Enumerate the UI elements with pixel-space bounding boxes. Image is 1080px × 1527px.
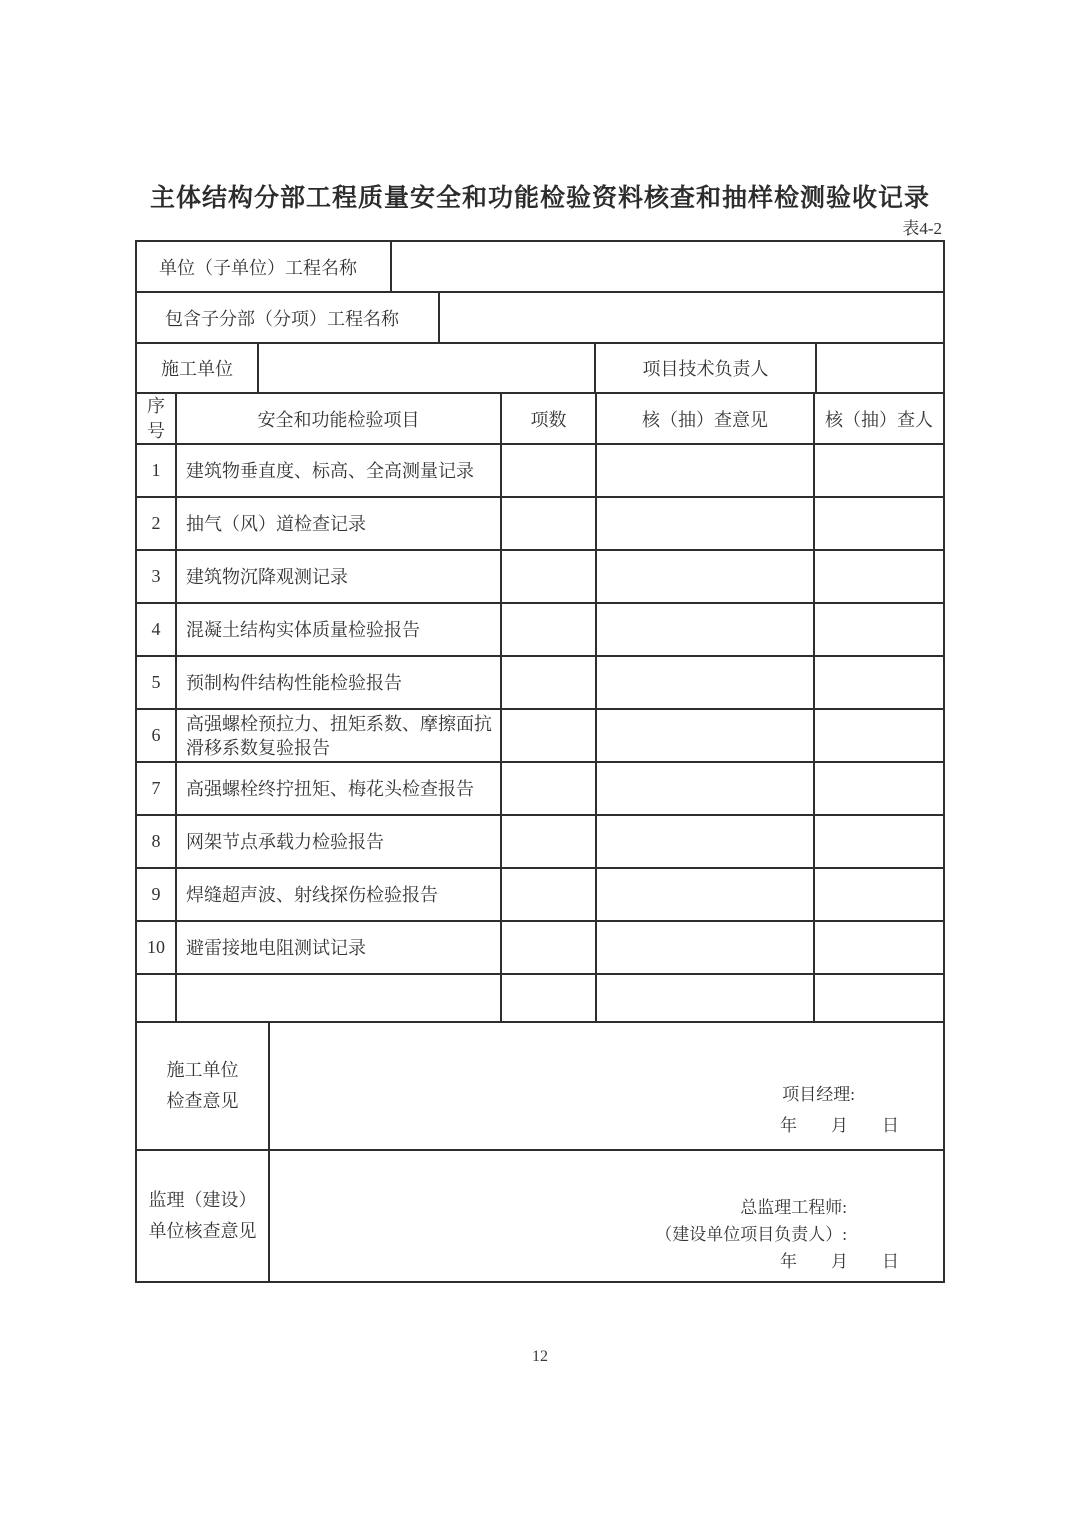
row-count bbox=[502, 869, 597, 920]
row-count bbox=[502, 763, 597, 814]
table-row bbox=[137, 710, 943, 763]
row-checker bbox=[815, 975, 943, 1021]
chief-supervisor-line: 总监理工程师: bbox=[740, 1198, 847, 1217]
tech-director-value bbox=[817, 344, 943, 392]
row-checker bbox=[815, 657, 943, 708]
table-row bbox=[137, 869, 943, 922]
row-checker bbox=[815, 710, 943, 761]
row-opinion bbox=[597, 922, 815, 973]
page-number: 12 bbox=[532, 1348, 548, 1365]
header-opinion: 核（抽）查意见 bbox=[597, 394, 815, 443]
supervision-opinion-label-text: 监理（建设）单位核查意见 bbox=[148, 1189, 257, 1241]
table-row bbox=[137, 922, 943, 975]
project-manager-line: 项目经理: bbox=[782, 1085, 855, 1104]
row-item: 避雷接地电阻测试记录 bbox=[186, 937, 366, 958]
table-row-empty bbox=[137, 975, 943, 1023]
row-checker bbox=[815, 445, 943, 496]
row-count bbox=[502, 816, 597, 867]
row-seq: 2 bbox=[137, 498, 177, 549]
row-seq: 9 bbox=[137, 869, 177, 920]
table-row bbox=[137, 763, 943, 816]
row-count bbox=[502, 657, 597, 708]
header-checker: 核（抽）查人 bbox=[825, 409, 933, 430]
table-row bbox=[137, 657, 943, 710]
row-checker bbox=[815, 816, 943, 867]
row-opinion bbox=[597, 498, 815, 549]
supervision-signature-block bbox=[655, 1194, 899, 1275]
section-construction-opinion bbox=[137, 1023, 943, 1151]
row-count bbox=[502, 710, 597, 761]
unit-project-value bbox=[392, 242, 943, 291]
row-opinion bbox=[597, 710, 815, 761]
page-title: 主体结构分部工程质量安全和功能检验资料核查和抽样检测验收记录 bbox=[149, 184, 930, 212]
header-seq bbox=[137, 394, 177, 443]
row-checker bbox=[815, 551, 943, 602]
section-supervision-opinion bbox=[137, 1151, 943, 1281]
row-seq: 6 bbox=[137, 710, 177, 761]
row-opinion bbox=[597, 445, 815, 496]
table-row bbox=[137, 498, 943, 551]
row-construction-unit bbox=[137, 344, 943, 394]
row-count bbox=[502, 498, 597, 549]
row-count bbox=[502, 922, 597, 973]
row-opinion bbox=[597, 763, 815, 814]
row-item: 高强螺栓预拉力、扭矩系数、摩擦面抗滑移系数复验报告 bbox=[186, 713, 492, 758]
row-seq: 3 bbox=[137, 551, 177, 602]
construction-opinion-label-text: 施工单位检查意见 bbox=[166, 1059, 239, 1111]
row-checker bbox=[815, 763, 943, 814]
table-number: 表4-2 bbox=[902, 219, 942, 238]
row-seq: 7 bbox=[137, 763, 177, 814]
row-opinion bbox=[597, 604, 815, 655]
row-item: 混凝土结构实体质量检验报告 bbox=[186, 619, 420, 640]
row-seq bbox=[137, 975, 177, 1021]
row-count bbox=[502, 975, 597, 1021]
table-row bbox=[137, 816, 943, 869]
row-item: 焊缝超声波、射线探伤检验报告 bbox=[186, 884, 438, 905]
header-seq-label: 序号 bbox=[147, 396, 165, 441]
row-item: 抽气（风）道检查记录 bbox=[186, 513, 366, 534]
row-checker bbox=[815, 869, 943, 920]
row-seq: 10 bbox=[137, 922, 177, 973]
row-count bbox=[502, 551, 597, 602]
table-header-row bbox=[137, 394, 943, 445]
table-row bbox=[137, 604, 943, 657]
construction-date-line: 年 月 日 bbox=[780, 1116, 899, 1135]
owner-representative-line: （建设单位项目负责人）: bbox=[655, 1225, 847, 1244]
row-unit-project bbox=[137, 242, 943, 293]
row-opinion bbox=[597, 816, 815, 867]
row-count bbox=[502, 604, 597, 655]
construction-unit-label: 施工单位 bbox=[137, 344, 259, 392]
row-count bbox=[502, 445, 597, 496]
construction-unit-value bbox=[259, 344, 596, 392]
construction-signature-block bbox=[780, 1079, 899, 1141]
row-opinion bbox=[597, 551, 815, 602]
supervision-date-line: 年 月 日 bbox=[780, 1252, 899, 1271]
row-seq: 5 bbox=[137, 657, 177, 708]
row-seq: 4 bbox=[137, 604, 177, 655]
row-opinion bbox=[597, 657, 815, 708]
table-row bbox=[137, 551, 943, 604]
row-item: 预制构件结构性能检验报告 bbox=[186, 672, 402, 693]
sub-project-label: 包含子分部（分项）工程名称 bbox=[137, 293, 440, 342]
form-table bbox=[135, 240, 945, 1283]
construction-opinion-label bbox=[137, 1023, 270, 1149]
row-item: 建筑物沉降观测记录 bbox=[186, 566, 348, 587]
header-count: 项数 bbox=[502, 394, 597, 443]
row-item: 建筑物垂直度、标高、全高测量记录 bbox=[186, 460, 474, 481]
row-checker bbox=[815, 498, 943, 549]
row-opinion bbox=[597, 975, 815, 1021]
supervision-opinion-area bbox=[270, 1151, 943, 1281]
row-sub-project bbox=[137, 293, 943, 344]
row-item: 网架节点承载力检验报告 bbox=[186, 831, 384, 852]
row-checker bbox=[815, 922, 943, 973]
header-item: 安全和功能检验项目 bbox=[177, 394, 502, 443]
row-opinion bbox=[597, 869, 815, 920]
row-checker bbox=[815, 604, 943, 655]
sub-project-value bbox=[440, 293, 943, 342]
construction-opinion-area bbox=[270, 1023, 943, 1149]
unit-project-label: 单位（子单位）工程名称 bbox=[137, 242, 392, 291]
row-item: 高强螺栓终拧扭矩、梅花头检查报告 bbox=[186, 778, 474, 799]
row-seq: 8 bbox=[137, 816, 177, 867]
row-seq: 1 bbox=[137, 445, 177, 496]
supervision-opinion-label bbox=[137, 1151, 270, 1281]
table-row bbox=[137, 445, 943, 498]
tech-director-label: 项目技术负责人 bbox=[596, 344, 817, 392]
